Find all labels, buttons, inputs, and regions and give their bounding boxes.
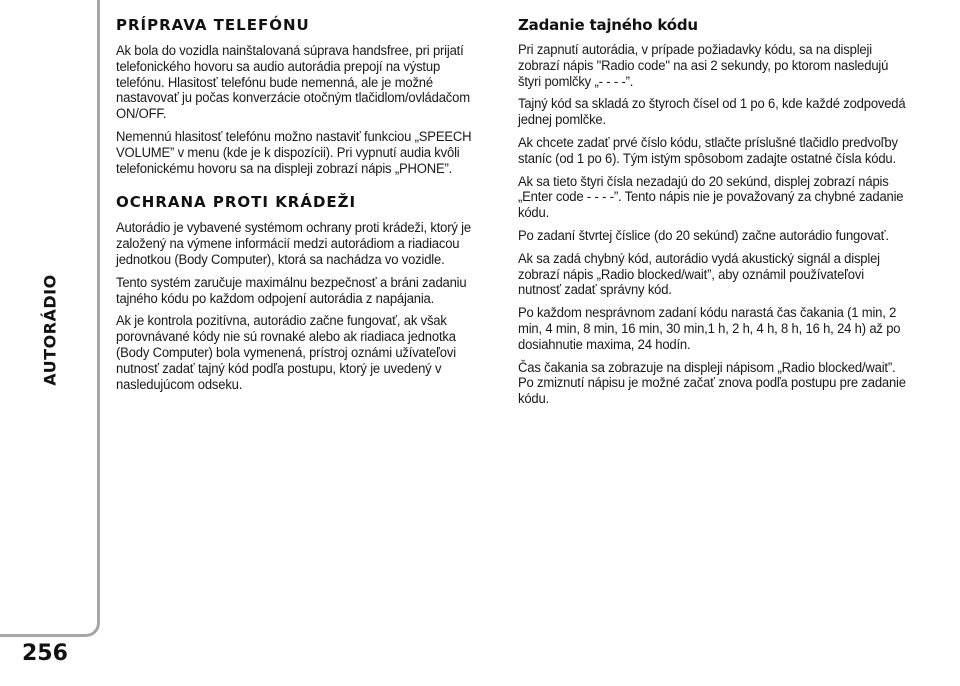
right-column xyxy=(518,16,910,415)
paragraph: Ak bola do vozidla nainštalovaná súprava handsfree, pri prijatí telefonického hovoru sa audio autorádia prepojí na výstup telefónu. Hlasitosť telefónu bude nemenná, ale je možné nastavovať ju počas konverzácie otočným tlačidlom/ovládačom ON/OFF. xyxy=(116,43,470,123)
paragraph: Pri zapnutí autorádia, v prípade požiadavky kódu, sa na displeji zobrazí nápis "Radio code" na asi 2 sekundy, po ktorom nasledujú štyri pomlčky „- - - -”. xyxy=(518,42,889,90)
paragraph: Nemennú hlasitosť telefónu možno nastaviť funkciou „SPEECH VOLUME” v menu (kde je k dispozícii). Pri vypnutí audia kvôli telefonickému hovoru sa na displeji zobrazí nápis „PHONE”. xyxy=(116,128,472,177)
heading-anti-theft: OCHRANA PROTI KRÁDEŽI xyxy=(116,193,357,212)
heading-phone-preparation: PRÍPRAVA TELEFÓNU xyxy=(116,16,310,34)
paragraph: Tento systém zaručuje maximálnu bezpečnosť a bráni zadaniu tajného kódu po každom odpojení autorádia z napájania. xyxy=(116,274,467,307)
paragraph: Ak sa tieto štyri čísla nezadajú do 20 sekúnd, displej zobrazí nápis „Enter code - - - -”. Tento nápis nie je považovaný za chybné zadanie kódu. xyxy=(518,173,904,222)
left-column xyxy=(116,16,491,400)
paragraph: Ak je kontrola pozitívna, autorádio začne fungovať, ak však porovnávané kódy nie sú rovnaké alebo ak riadiaca jednotka (Body Computer) bola vymenená, prístroj oznámi užívateľovi nutnosť zadať tajný kód podľa postupu, ktorý je uvedený v nasledujúcom odseku. xyxy=(116,313,456,393)
page-number: 256 xyxy=(22,641,68,666)
paragraph: Čas čakania sa zobrazuje na displeji nápisom „Radio blocked/wait”. Po zmiznutí nápisu je možné začať znova podľa postupu pre zadanie kódu. xyxy=(518,359,906,408)
paragraph: Po zadaní štvrtej číslice (do 20 sekúnd) začne autorádio fungovať. xyxy=(518,227,889,244)
paragraph: Ak sa zadá chybný kód, autorádio vydá akustický signál a displej zobrazí nápis „Radio blocked/wait”, aby oznámil používateľovi nutnosť zadať správny kód. xyxy=(518,250,880,299)
heading-secret-code: Zadanie tajného kódu xyxy=(518,16,698,34)
paragraph: Tajný kód sa skladá zo štyroch čísel od 1 po 6, kde každé zodpovedá jednej pomlčke. xyxy=(518,96,906,129)
paragraph: Ak chcete zadať prvé číslo kódu, stlačte príslušné tlačidlo predvoľby staníc (od 1 po 6). Tým istým spôsobom zadajte ostatné čísla kódu. xyxy=(518,134,898,167)
paragraph: Po každom nesprávnom zadaní kódu narastá čas čakania (1 min, 2 min, 4 min, 8 min, 16 min, 30 min,1 h, 2 h, 4 h, 8 h, 16 h, 24 h) až po dosiahnutie maxima, 24 hodín. xyxy=(518,305,901,353)
section-title: AUTORÁDIO xyxy=(40,274,60,386)
paragraph: Autorádio je vybavené systémom ochrany proti krádeži, ktorý je založený na výmene informácií medzi autorádiom a riadiacou jednotkou (Body Computer), ktorá sa nachádza vo vozidle. xyxy=(116,220,471,268)
